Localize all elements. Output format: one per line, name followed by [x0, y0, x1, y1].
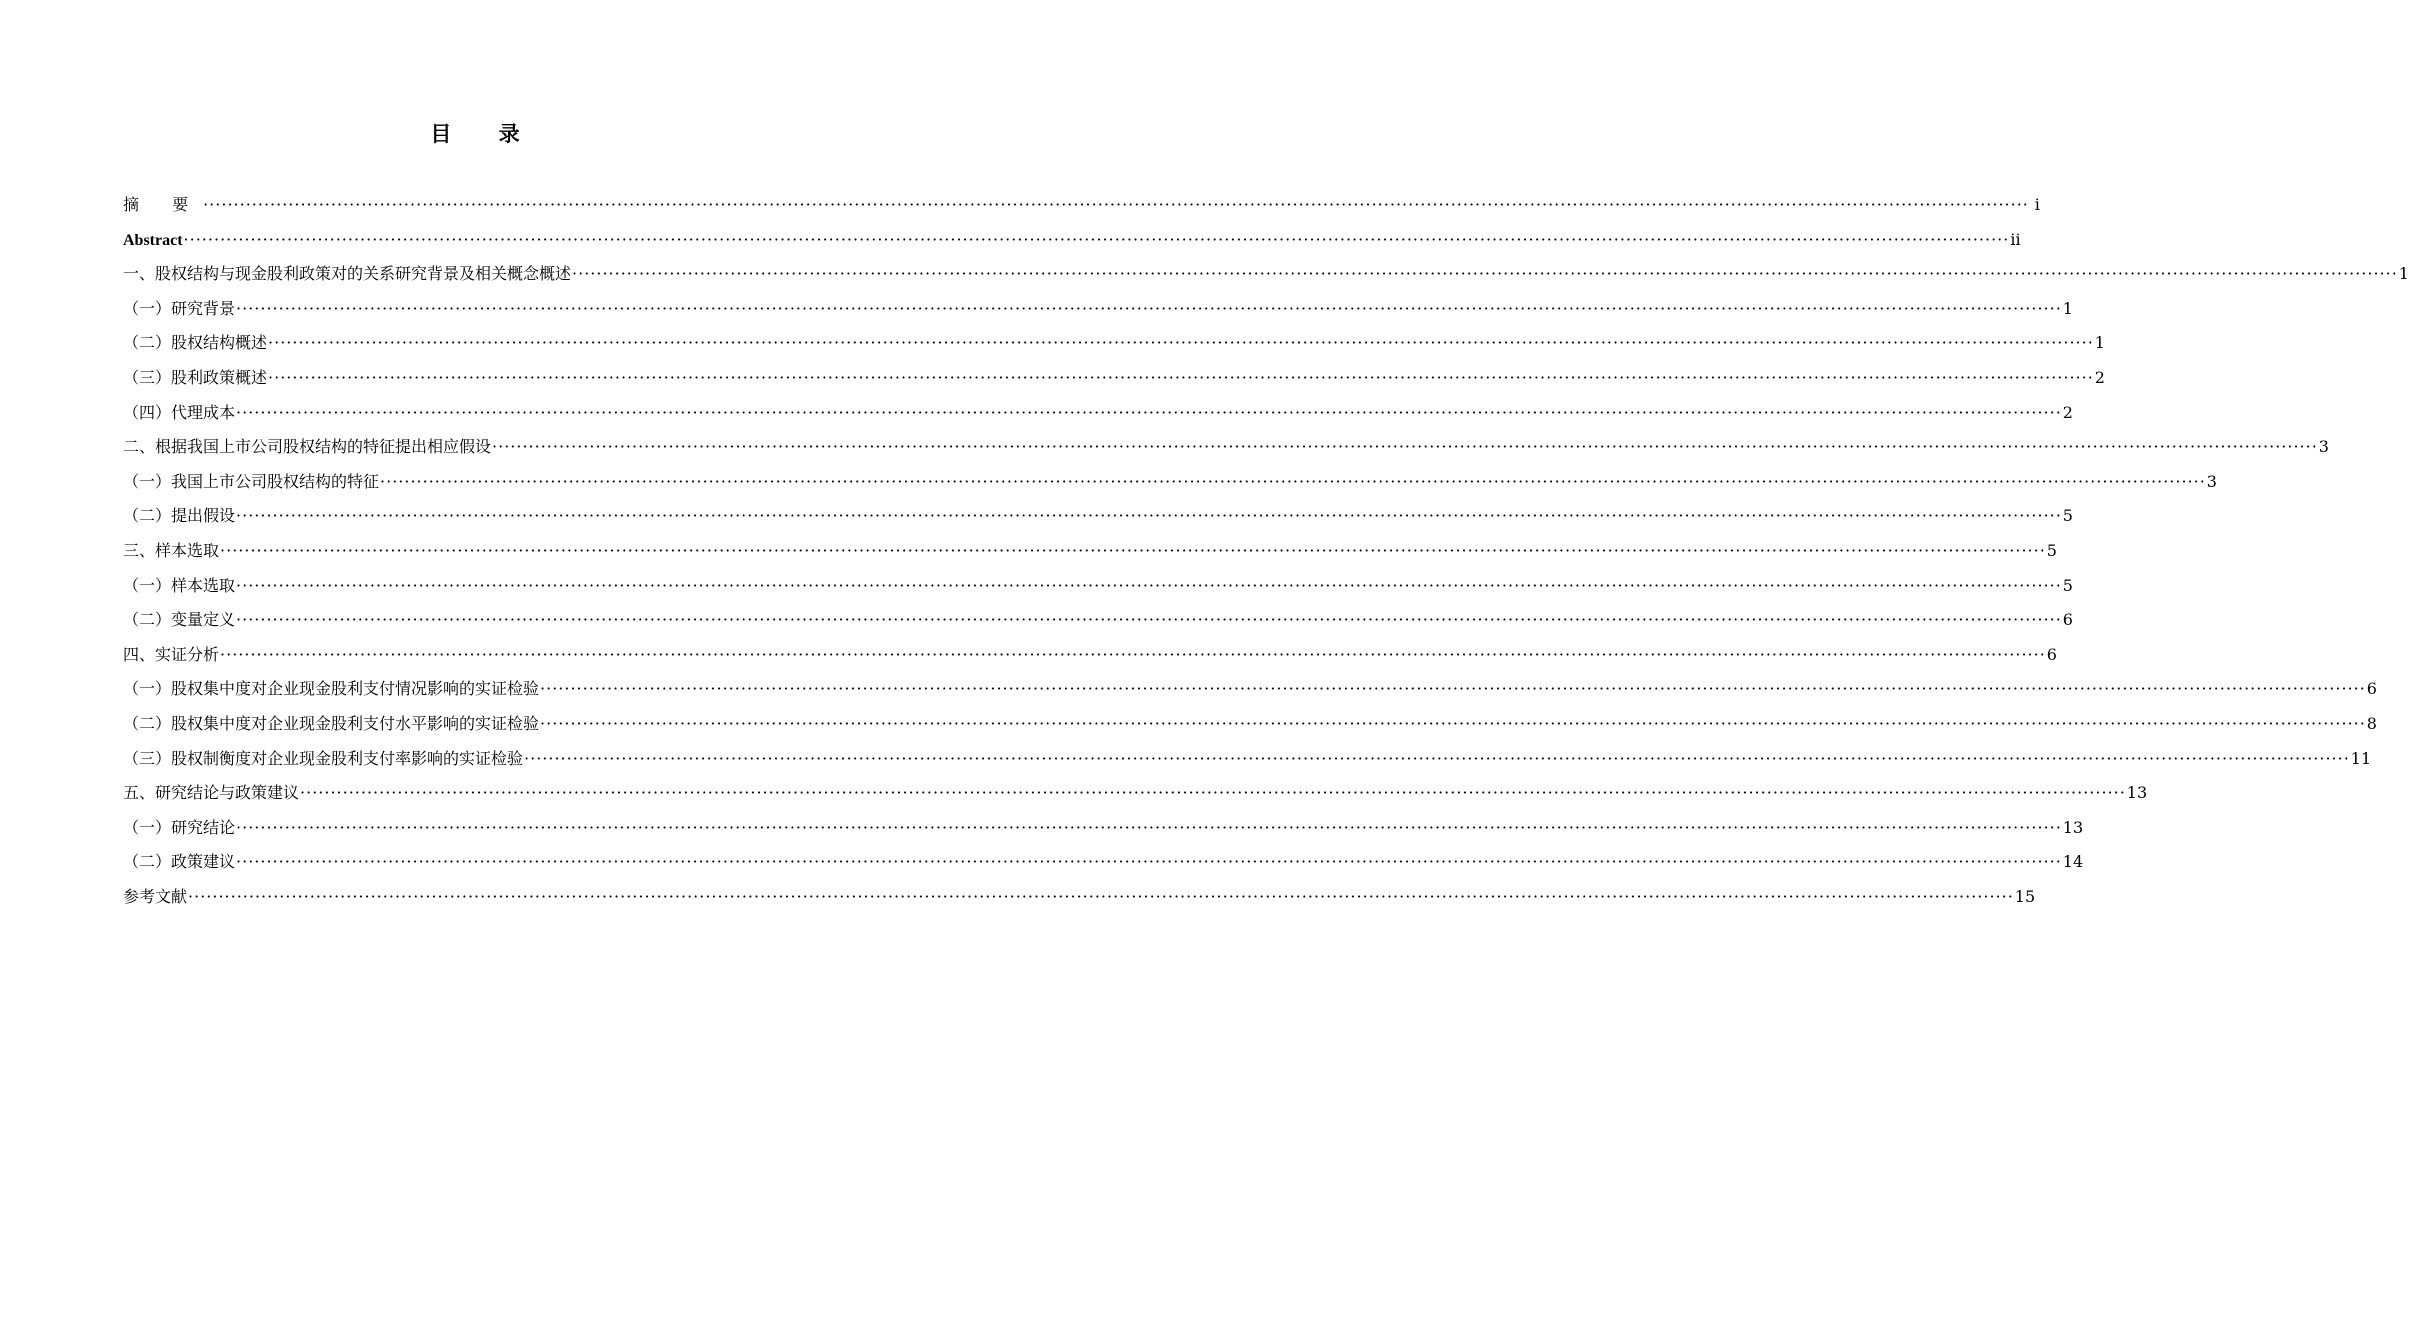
toc-entry-label: （一）研究背景	[123, 298, 236, 318]
page-title: 目 录	[430, 122, 540, 146]
toc-entry-label: 五、研究结论与政策建议	[123, 783, 300, 803]
toc-entry[interactable]	[123, 294, 2073, 329]
toc-dot-leader: ············································································································································································································································································································	[220, 644, 2046, 664]
toc-page-number: 13	[2126, 783, 2148, 803]
toc-entry[interactable]	[123, 605, 2073, 640]
toc-entry[interactable]	[123, 778, 2148, 813]
toc-page-number: 13	[2062, 817, 2084, 837]
toc-entry-label: （二）变量定义	[123, 610, 236, 630]
toc-entry-label: （一）样本选取	[123, 575, 236, 595]
toc-entry[interactable]	[123, 501, 2073, 536]
toc-page-number: 11	[2350, 748, 2372, 768]
toc-page-number: 3	[2318, 437, 2329, 457]
toc-dot-leader: ············································································································································································································································································································	[268, 333, 2094, 353]
toc-page-number: 14	[2062, 852, 2084, 872]
toc-page-number: 1	[2398, 264, 2409, 284]
toc-entry[interactable]	[123, 813, 2084, 848]
toc-dot-leader: ············································································································································································································································································································	[572, 264, 2398, 284]
toc-page-number: 2	[2062, 402, 2073, 422]
toc-entry-label: 四、实证分析	[123, 644, 220, 664]
toc-entry-label: 三、样本选取	[123, 540, 220, 560]
toc-dot-leader: ············································································································································································································································································································	[236, 506, 2062, 526]
toc-entry[interactable]	[123, 432, 2329, 467]
toc-entry[interactable]	[123, 640, 2057, 675]
toc-entry-label: 二、根据我国上市公司股权结构的特征提出相应假设	[123, 437, 492, 457]
toc-page-number: i	[2034, 195, 2040, 214]
toc-entry[interactable]	[123, 363, 2105, 398]
toc-entry-label: 摘 要	[123, 195, 203, 214]
toc-page-number: 3	[2206, 471, 2217, 491]
toc-dot-leader: ············································································································································································································································································································	[183, 229, 2010, 249]
toc-dot-leader: ············································································································································································································································································································	[524, 748, 2350, 768]
toc-page-number: 8	[2366, 713, 2377, 733]
toc-entry-label: （二）股权结构概述	[123, 333, 268, 353]
toc-entry-label: （三）股利政策概述	[123, 367, 268, 387]
toc-page-number: 5	[2062, 575, 2073, 595]
toc-page-number: ii	[2010, 229, 2021, 249]
toc-entry[interactable]	[123, 571, 2073, 606]
toc-dot-leader: ············································································································································································································································································································	[188, 886, 2014, 906]
toc-dot-leader: ············································································································································································································································································································	[236, 852, 2062, 872]
toc-page-number: 6	[2046, 644, 2057, 664]
toc-dot-leader: ············································································································································································································································································································	[236, 610, 2062, 630]
table-of-contents	[123, 190, 2409, 916]
toc-dot-leader: ············································································································································································································································································································	[220, 540, 2046, 560]
toc-entry[interactable]	[123, 259, 2409, 294]
toc-entry[interactable]	[123, 536, 2057, 571]
toc-entry-label: （一）研究结论	[123, 817, 236, 837]
toc-entry[interactable]	[123, 709, 2377, 744]
toc-entry[interactable]	[123, 328, 2105, 363]
toc-dot-leader: ············································································································································································································································································································	[236, 575, 2062, 595]
toc-entry-label: （三）股权制衡度对企业现金股利支付率影响的实证检验	[123, 748, 524, 768]
toc-dot-leader: ············································································································································································································································································································	[203, 195, 2029, 214]
toc-entry-label: （四）代理成本	[123, 402, 236, 422]
toc-entry-label: （一）股权集中度对企业现金股利支付情况影响的实证检验	[123, 679, 540, 699]
toc-dot-leader: ············································································································································································································································································································	[540, 679, 2366, 699]
toc-entry[interactable]	[123, 882, 2036, 917]
toc-entry-label: （二）股权集中度对企业现金股利支付水平影响的实证检验	[123, 713, 540, 733]
toc-entry[interactable]	[123, 744, 2372, 779]
toc-dot-leader: ············································································································································································································································································································	[540, 713, 2366, 733]
toc-page-number: 1	[2062, 298, 2073, 318]
toc-page-number: 5	[2062, 506, 2073, 526]
toc-entry-label: （二）提出假设	[123, 506, 236, 526]
toc-entry[interactable]	[123, 190, 2040, 225]
toc-entry-label: 一、股权结构与现金股利政策对的关系研究背景及相关概念概述	[123, 264, 572, 284]
toc-entry[interactable]	[123, 467, 2217, 502]
toc-dot-leader: ············································································································································································································································································································	[236, 817, 2062, 837]
toc-entry-label: 参考文献	[123, 886, 188, 906]
toc-page-number: 2	[2094, 367, 2105, 387]
toc-page-number: 15	[2014, 886, 2036, 906]
toc-dot-leader: ············································································································································································································································································································	[300, 783, 2126, 803]
toc-entry[interactable]	[123, 674, 2377, 709]
toc-dot-leader: ············································································································································································································································································································	[236, 402, 2062, 422]
toc-page-number: 6	[2062, 610, 2073, 630]
toc-entry-label: （一）我国上市公司股权结构的特征	[123, 471, 380, 491]
toc-dot-leader: ············································································································································································································································································································	[492, 437, 2318, 457]
toc-entry[interactable]	[123, 225, 2021, 260]
toc-page-number: 1	[2094, 333, 2105, 353]
toc-dot-leader: ············································································································································································································································································································	[380, 471, 2206, 491]
toc-entry-label: （二）政策建议	[123, 852, 236, 872]
toc-page-number: 6	[2366, 679, 2377, 699]
toc-dot-leader: ············································································································································································································································································································	[268, 367, 2094, 387]
toc-entry[interactable]	[123, 398, 2073, 433]
toc-page-number: 5	[2046, 540, 2057, 560]
toc-dot-leader: ············································································································································································································································································································	[236, 298, 2062, 318]
toc-entry-label: Abstract	[123, 231, 183, 249]
toc-entry[interactable]	[123, 847, 2084, 882]
